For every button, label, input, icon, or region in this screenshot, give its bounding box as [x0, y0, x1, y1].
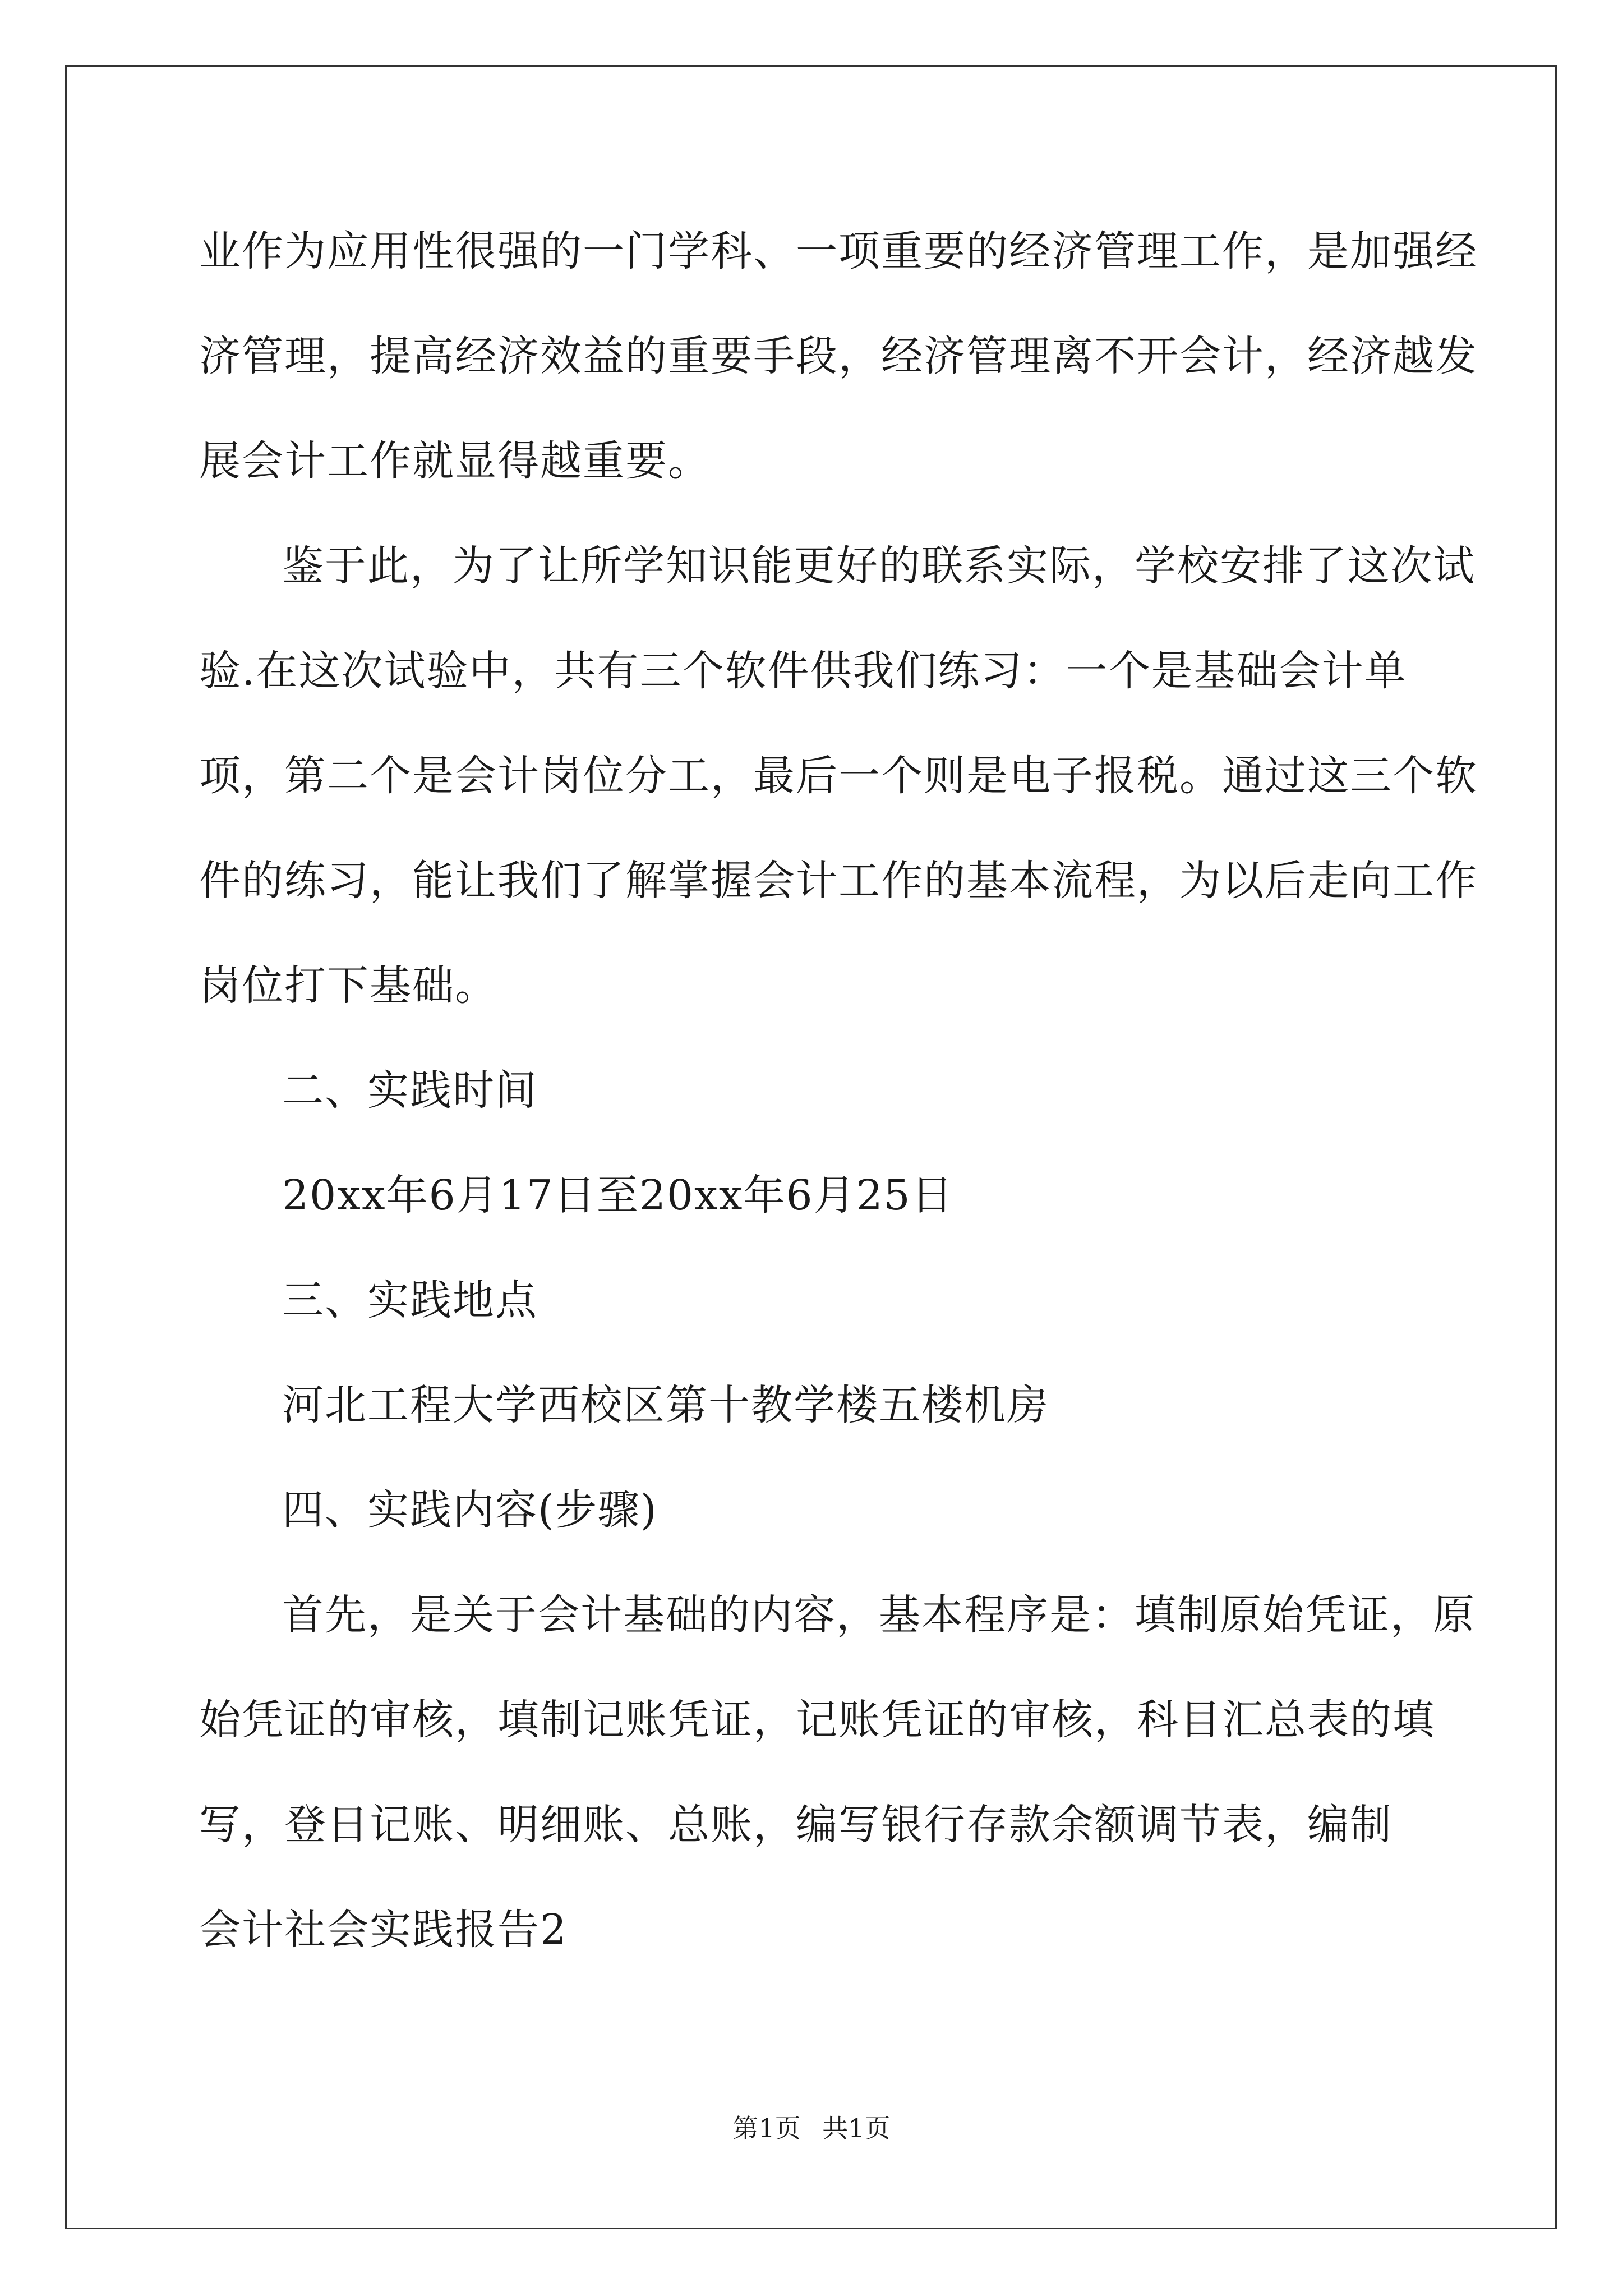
section-heading-practice-content: 四、实践内容(步骤): [282, 1486, 658, 1534]
paragraph-practice-content: 首先，是关于会计基础的内容，基本程序是：填制原始凭证，原始凭证的审核，填制记账凭证，记账凭证的审核，科目汇总表的填写，登日记账、明细账、总账，编写银行存款余额调节表，编制: [199, 1591, 1476, 1849]
section-heading-practice-time: 二、实践时间: [282, 1066, 538, 1115]
section-heading-practice-location: 三、实践地点: [282, 1276, 538, 1324]
practice-time-value: 20xx年6月17日至20xx年6月25日: [282, 1171, 954, 1220]
next-report-title: 会计社会实践报告2: [199, 1906, 568, 1954]
paragraph-experiment-intro: 鉴于此，为了让所学知识能更好的联系实际，学校安排了这次试验.在这次试验中，共有三个软件供我们练习：一个是基础会计单项，第二个是会计岗位分工，最后一个则是电子报税。通过这三个软件的练习，能让我们了解掌握会计工作的基本流程，为以后走向工作岗位打下基础。: [199, 542, 1478, 1010]
document-body: [199, 199, 1483, 1982]
paragraph-continuation: 业作为应用性很强的一门学科、一项重要的经济管理工作，是加强经济管理，提高经济效益的重要手段，经济管理离不开会计，经济越发展会计工作就显得越重要。: [199, 227, 1478, 485]
page-number-footer: 第1页 共1页: [732, 2113, 891, 2143]
practice-location-value: 河北工程大学西校区第十教学楼五楼机房: [282, 1381, 1049, 1429]
